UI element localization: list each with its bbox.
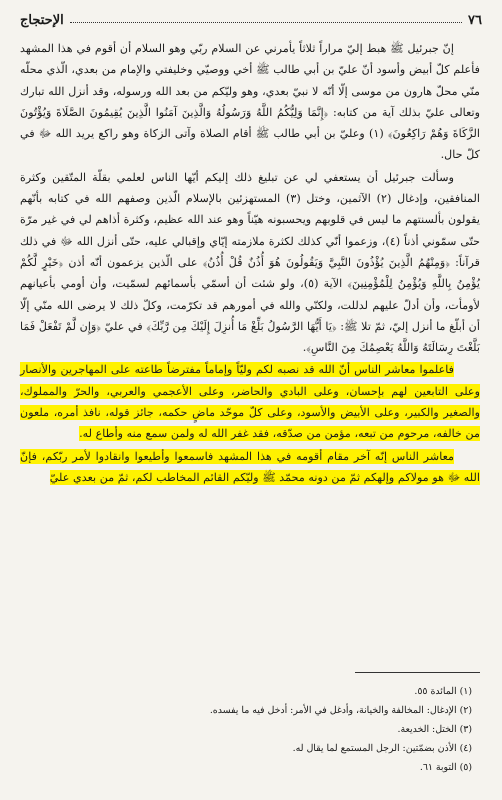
page-number: ٧٦ [468, 13, 482, 28]
highlighted-paragraph [20, 446, 480, 489]
body-paragraph: إنّ جبرئيل ﷺ هبط إليّ مراراً ثلاثاً يأمرني عن السلام ربّي وهو السلام أن أقوم في هذا المشهد فأعلم كلّ أبيض وأسود أنّ عليّ بن أبي طالب ﷺ أخي ووصيّي وخليفتي والإمام من بعدي، الّذي محلّه منّي محلّ هارون من موسى إلّا أنّه لا نبيّ بعدي، وهو وليّكم من بعد الله ورسوله، وقد أنزل الله تبارك وتعالى عليّ بذلك آية من كتابه: ﴿إِنَّمَا وَلِيُّكُمُ اللَّهُ وَرَسُولُهُ وَالَّذِينَ آمَنُوا الَّذِينَ يُقِيمُونَ الصَّلَاةَ وَيُؤْتُونَ الزَّكَاةَ وَهُمْ رَاكِعُونَ﴾ (١) وعليّ بن أبي طالب ﷺ أقام الصلاة وآتى الزكاة وهو راكع يريد الله ﷻ في كلّ حال. [20, 42, 480, 162]
footnote: (٣) الختل: الخديعة. [397, 724, 472, 735]
highlighted-paragraph [20, 359, 480, 444]
book-title: الإحتجاج [20, 13, 64, 28]
footnotes [20, 682, 472, 777]
footnote-divider [355, 672, 480, 673]
body-paragraph: وسألت جبرئيل أن يستعفي لي عن تبليغ ذلك إليكم أيّها الناس لعلمي بقلّة المتّقين وكثرة المنافقين، وإدغال (٢) الآثمين، وختل (٣) المستهزئين بالإسلام الّذين وصفهم الله في كتابه بأنّهم يقولون بألسنتهم ما ليس في قلوبهم ويحسبونه هيّناً وهو عند الله عظيم، وكثرة أذاهم لي في غير مرّة حتّى سمّوني أذناً (٤)، وزعموا أنّي كذلك لكثرة ملازمته إيّاي وإقبالي عليه، حتّى أنزل الله ﷻ في ذلك قرآناً: ﴿وَمِنْهُمُ الَّذِينَ يُؤْذُونَ النَّبِيَّ وَيَقُولُونَ هُوَ أُذُنٌ قُلْ أُذُنُ﴾ على الّذين يزعمون أنّه أذن ﴿خَيْرٍ لَّكُمْ يُؤْمِنُ بِاللَّهِ وَيُؤْمِنُ لِلْمُؤْمِنِينَ﴾ الآية (٥)، ولو شئت أن أسمّي بأسمائهم لسمّيت، وأن أومي بأعيانهم لأومأت، وأن أدلّ عليهم لدللت، ولكنّي والله في أمورهم قد تكرّمت، وكلّ ذلك لا يرضى الله منّي إلّا أن أبلّغ ما أنزل إليّ، ثمّ تلا ﷺ: ﴿يَا أَيُّهَا الرَّسُولُ بَلِّغْ مَا أُنزِلَ إِلَيْكَ مِن رَّبِّكَ﴾ في عليّ ﴿وَإِن لَّمْ تَفْعَلْ فَمَا بَلَّغْتَ رِسَالَتَهُ وَاللَّهُ يَعْصِمُكَ مِنَ النَّاسِ﴾. [20, 170, 481, 355]
footnote: (٢) الإدغال: المخالفة والخيانة، وأدغل في الأمر: أدخل فيه ما يفسده. [209, 705, 472, 716]
page-body [20, 38, 480, 489]
header-dotted-leader [70, 22, 462, 23]
highlight-span: معاشر الناس إنّه آخر مقام أقومه في هذا المشهد فاسمعوا وأطيعوا وانقادوا لأمر ربّكم، فإنّ الله ﷻ هو مولاكم وإلهكم ثمّ من دونه محمّد ﷺ وليّكم القائم المخاطب لكم، ثمّ من بعدي عليّ [20, 449, 480, 484]
highlight-span: فاعلموا معاشر الناس أنّ الله قد نصبه لكم وليّاً وإماماً مفترضاً طاعته على المهاجرين والأنصار وعلى التابعين لهم بإحسان، وعلى البادي والحاضر، وعلى الأعجمي والعربي، والحرّ والمملوك، والصغير والكبير، وعلى الأبيض والأسود، وعلى كلّ موحّد ماضٍ حكمه، جائز قوله، نافذ أمره، ملعون من خالفه، مرحوم من تبعه، مؤمن من صدّقه، فقد غفر الله له ولمن سمع منه وأطاع له. [20, 363, 480, 441]
footnote: (١) المائدة ٥٥. [414, 686, 472, 697]
page-header [20, 6, 482, 28]
footnote: (٤) الأذن بضمّتين: الرجل المستمع لما يقال له. [292, 743, 472, 754]
footnote: (٥) التوبة ٦١. [419, 762, 472, 773]
